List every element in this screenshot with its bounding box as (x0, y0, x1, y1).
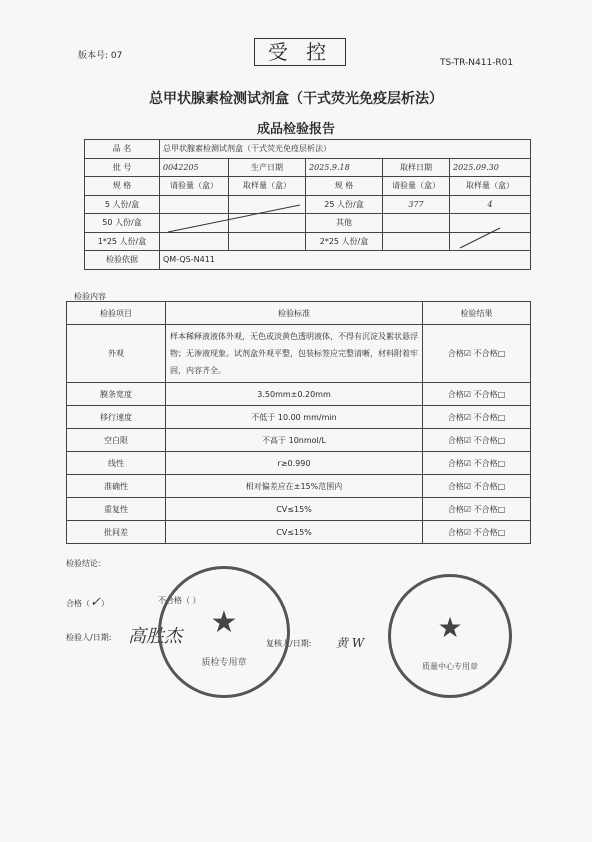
test-result: 合格☑ 不合格□ (423, 325, 531, 383)
request-qty-header-2: 请验量（盒） (383, 177, 450, 196)
batch-label: 批 号 (85, 158, 160, 177)
test-result: 合格☑ 不合格□ (423, 452, 531, 475)
test-result: 合格☑ 不合格□ (423, 383, 531, 406)
inspector-signature: 高胜杰 (128, 626, 182, 647)
request-qty-value: 377 (383, 195, 450, 214)
spec-5-label: 5 人份/盒 (85, 195, 160, 214)
production-date-label: 生产日期 (229, 158, 306, 177)
spec-2x25-label: 2*25 人份/盒 (306, 232, 383, 251)
test-standard: r≥0.990 (166, 452, 423, 475)
test-standard: 样本稀释液液体外观，无色或淡黄色透明液体，不得有沉淀及絮状悬浮物；无渗液现象。试剂盒外观平整，包装标签应完整清晰，材料附着牢固，内容齐全。 (166, 325, 423, 383)
spec-50-label: 50 人份/盒 (85, 214, 160, 233)
test-item: 准确性 (67, 475, 166, 498)
void-line (460, 228, 500, 248)
product-name-value: 总甲状腺素检测试剂盒（干式荧光免疫层析法） (160, 140, 531, 159)
sample-qty-header: 取样量（盒） (229, 177, 306, 196)
reviewer-signature: 黄 W (336, 636, 365, 650)
conclusion-label: 检验结论： (66, 559, 106, 568)
spec-label: 规 格 (85, 177, 160, 196)
basis-label: 检验依据 (85, 251, 160, 270)
test-result: 合格☑ 不合格□ (423, 521, 531, 544)
col-item-header: 检验项目 (67, 302, 166, 325)
test-standard: 不高于 10nmol/L (166, 429, 423, 452)
basis-value: QM-QS-N411 (160, 251, 531, 270)
spec-1x25-label: 1*25 人份/盒 (85, 232, 160, 251)
batch-value: 0042205 (160, 158, 229, 177)
product-name-label: 品 名 (85, 140, 160, 159)
test-item: 空白限 (67, 429, 166, 452)
test-item: 线性 (67, 452, 166, 475)
sample-qty-header-2: 取样量（盒） (450, 177, 531, 196)
spec-other-label: 其他 (306, 214, 383, 233)
test-standard: 不低于 10.00 mm/min (166, 406, 423, 429)
sample-qty-value: 4 (450, 195, 531, 214)
test-result: 合格☑ 不合格□ (423, 406, 531, 429)
seal-text: 质量中心专用章 (422, 662, 478, 671)
inspector-label: 检验人/日期: (66, 633, 112, 642)
star-icon: ★ (437, 611, 463, 644)
test-standard: CV≤15% (166, 521, 423, 544)
sampling-date-label: 取样日期 (383, 158, 450, 177)
spec-25-label: 25 人份/盒 (306, 195, 383, 214)
report-subtitle: 成品检验报告 (256, 122, 335, 137)
col-result-header: 检验结果 (423, 302, 531, 325)
report-title: 总甲状腺素检测试剂盒（干式荧光免疫层析法） (149, 91, 443, 107)
request-qty-header: 请验量（盒） (160, 177, 229, 196)
sampling-date-value: 2025.09.30 (450, 158, 531, 177)
spec-label-2: 规 格 (306, 177, 383, 196)
test-item: 膜条宽度 (67, 383, 166, 406)
test-item: 批间差 (67, 521, 166, 544)
section-label: 检验内容 (74, 292, 106, 301)
version-number: 版本号: 07 (78, 51, 123, 61)
test-result: 合格☑ 不合格□ (423, 475, 531, 498)
test-result: 合格☑ 不合格□ (423, 498, 531, 521)
conclusion-pass: 合格（✓） (66, 595, 109, 610)
test-standard: 相对偏差应在±15%范围内 (166, 475, 423, 498)
production-date-value: 2025.9.18 (306, 158, 383, 177)
test-standard: CV≤15% (166, 498, 423, 521)
conclusion-fail: 不合格（ ） (158, 596, 201, 605)
test-result: 合格☑ 不合格□ (423, 429, 531, 452)
document-code: TS-TR-N411-R01 (440, 58, 514, 68)
test-item: 外观 (67, 325, 166, 383)
void-line (168, 205, 300, 232)
check-mark: ✓ (90, 595, 101, 610)
test-item: 重复性 (67, 498, 166, 521)
seal-text: 质检专用章 (201, 658, 247, 668)
test-item: 移行速度 (67, 406, 166, 429)
controlled-stamp: 受 控 (254, 38, 346, 66)
test-standard: 3.50mm±0.20mm (166, 383, 423, 406)
reviewer-label: 复核人/日期: (266, 639, 312, 648)
col-standard-header: 检验标准 (166, 302, 423, 325)
star-icon: ★ (210, 605, 238, 640)
